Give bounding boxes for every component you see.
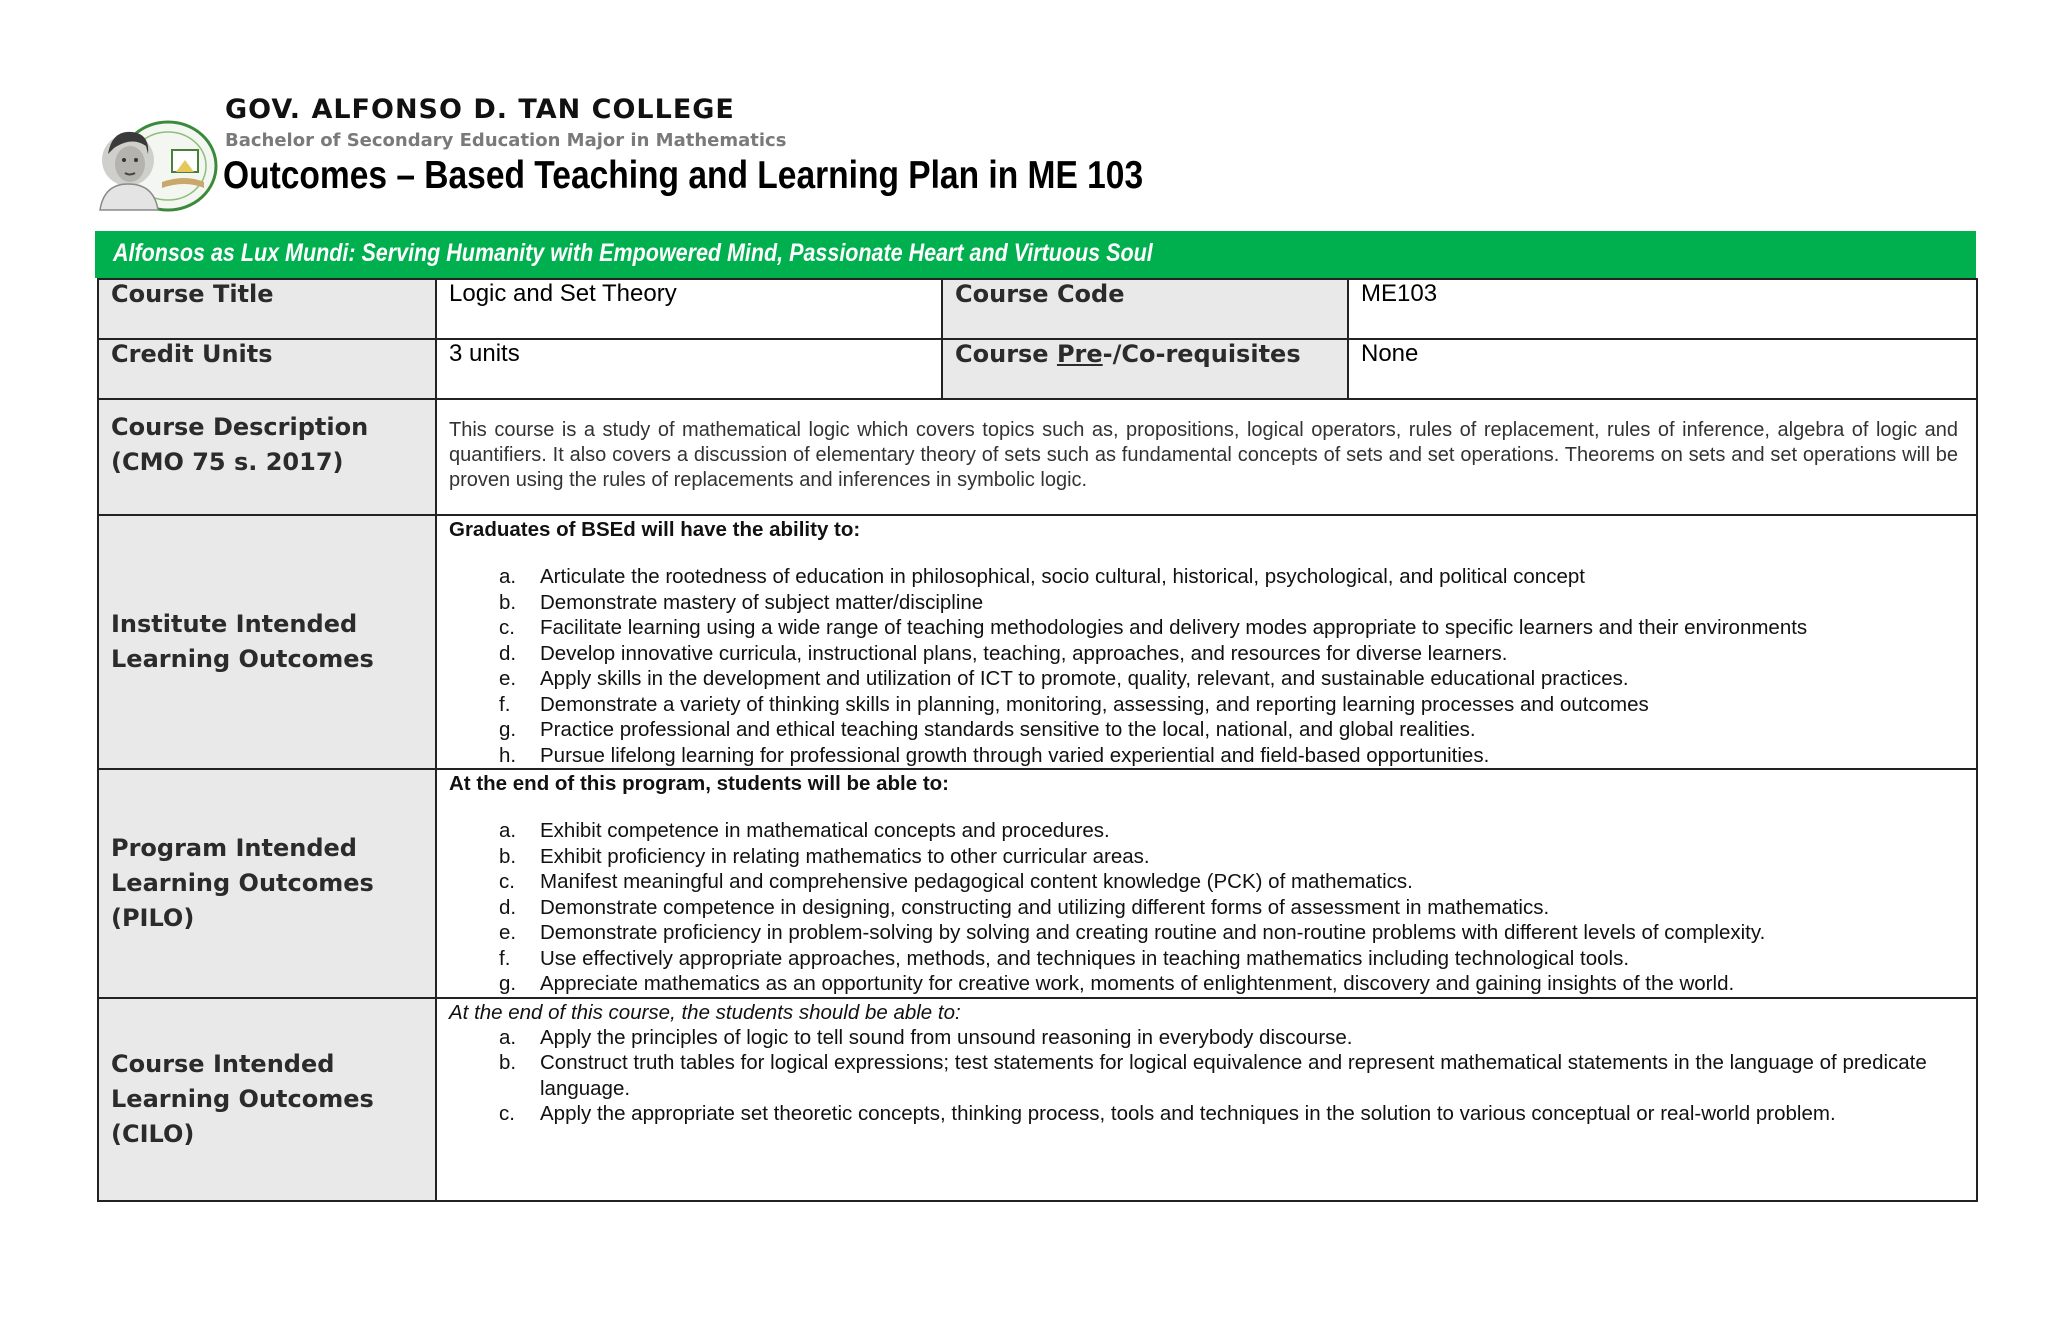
iilo-list: [449, 564, 1976, 768]
list-item: b. Demonstrate mastery of subject matter/discipline: [499, 590, 984, 614]
list-item: a. Exhibit competence in mathematical concepts and procedures.: [499, 819, 1110, 842]
motto-text: Alfonsos as Lux Mundi: Serving Humanity with Empowered Mind, Passionate Heart and Virtuous Soul: [113, 239, 1153, 267]
list-item: d. Demonstrate competence in designing, constructing and utilizing different forms of assessment in mathematics.: [499, 895, 1550, 919]
list-item: b. Exhibit proficiency in relating mathematics to other curricular areas.: [499, 844, 1150, 868]
cilo-label: [98, 998, 436, 1201]
list-item: g. Practice professional and ethical teaching standards sensitive to the local, national, and global realities.: [499, 718, 1476, 741]
college-seal-logo-icon: [92, 110, 220, 218]
course-description-label: [98, 399, 436, 515]
iilo-label-line2: Learning Outcomes: [111, 645, 374, 673]
credit-units-row: [98, 339, 1977, 399]
cilo-list: [449, 1025, 1976, 1127]
prerequisites-value: None: [1348, 339, 1977, 399]
credit-units-value: 3 units: [436, 339, 942, 399]
course-code-value: ME103: [1348, 279, 1977, 339]
course-title-value: Logic and Set Theory: [436, 279, 942, 339]
pilo-content: [436, 769, 1977, 998]
pilo-label: [98, 769, 436, 998]
course-description-label-line2: (CMO 75 s. 2017): [111, 448, 344, 476]
cilo-content: [436, 998, 1977, 1201]
program-name: Bachelor of Secondary Education Major in Mathematics: [225, 130, 787, 151]
plan-title: Outcomes – Based Teaching and Learning Plan in ME 103: [223, 154, 1144, 197]
list-item: h. Pursue lifelong learning for professional growth through varied experiential and field-based opportunities.: [499, 743, 1490, 767]
credit-units-label: Credit Units: [98, 339, 436, 399]
course-description-row: [98, 399, 1977, 515]
list-item: c. Facilitate learning using a wide range of teaching methodologies and delivery modes appropriate to specific learners and their environments: [499, 616, 1808, 639]
cilo-label-line2: Learning Outcomes: [111, 1084, 374, 1113]
list-item: g. Appreciate mathematics as an opportunity for creative work, moments of enlightenment, discovery and gaining insights of the world.: [499, 972, 1735, 995]
course-title-row: [98, 279, 1977, 339]
list-item: b. Construct truth tables for logical expressions; test statements for logical equivalence and represent mathematical statements in the language of predicate language.: [499, 1051, 1927, 1100]
document-header: [92, 88, 1292, 218]
course-code-label: Course Code: [942, 279, 1348, 339]
list-item: f. Use effectively appropriate approaches, methods, and techniques in teaching mathematics including technological tools.: [499, 946, 1630, 970]
pilo-label-line1: Program Intended: [111, 833, 357, 862]
list-item: e. Demonstrate proficiency in problem-solving by solving and creating routine and non-routine problems with different levels of complexity.: [499, 921, 1766, 944]
pilo-label-line2: Learning Outcomes: [111, 868, 374, 897]
motto-banner: [95, 231, 1976, 278]
course-info-table: [97, 278, 1978, 1202]
course-description-label-line1: Course Description: [111, 413, 369, 441]
list-item: a. Articulate the rootedness of education in philosophical, socio cultural, historical, psychological, and political concept: [499, 565, 1585, 588]
list-item: d. Develop innovative curricula, instructional plans, teaching, approaches, and resources for diverse learners.: [499, 641, 1508, 665]
pilo-row: [98, 769, 1977, 998]
pilo-list: [449, 818, 1976, 997]
list-item: f. Demonstrate a variety of thinking skills in planning, monitoring, assessing, and reporting learning processes and outcomes: [499, 692, 1649, 716]
pilo-label-line3: (PILO): [111, 903, 195, 932]
course-title-label: Course Title: [98, 279, 436, 339]
prerequisites-label: [942, 339, 1348, 399]
iilo-label: [98, 515, 436, 769]
pilo-intro: At the end of this program, students will be able to:: [449, 772, 949, 795]
iilo-label-line1: Institute Intended: [111, 610, 358, 638]
iilo-intro: Graduates of BSEd will have the ability to:: [449, 518, 861, 541]
list-item: c. Manifest meaningful and comprehensive pedagogical content knowledge (PCK) of mathematics.: [499, 870, 1413, 893]
course-description-text: This course is a study of mathematical logic which covers topics such as, propositions, logical operators, rules of replacement, rules of inference, algebra of logic and quantifiers. It also covers a discussion of elementary theory of sets such as fundamental concepts of sets and set operations. Theorems on sets and set operations will be proven using the rules of replacements and inferences in symbolic logic.: [436, 399, 1977, 515]
iilo-row: [98, 515, 1977, 769]
cilo-label-line3: (CILO): [111, 1119, 195, 1148]
list-item: c. Apply the appropriate set theoretic concepts, thinking process, tools and techniques in the solution to various conceptual or real-world problem.: [499, 1102, 1836, 1125]
cilo-label-line1: Course Intended: [111, 1049, 335, 1078]
list-item: e. Apply skills in the development and utilization of ICT to promote, quality, relevant, and sustainable educational practices.: [499, 667, 1629, 690]
prereq-label-suffix: -/Co-requisites: [1102, 340, 1301, 368]
iilo-content: [436, 515, 1977, 769]
prereq-label-prefix: Course: [955, 340, 1057, 368]
cilo-intro: At the end of this course, the students should be able to:: [449, 1000, 961, 1024]
college-name: GOV. ALFONSO D. TAN COLLEGE: [225, 94, 735, 125]
list-item: a. Apply the principles of logic to tell sound from unsound reasoning in everybody discourse.: [499, 1025, 1353, 1049]
cilo-row: [98, 998, 1977, 1201]
prereq-label-underlined: Pre: [1056, 340, 1103, 368]
